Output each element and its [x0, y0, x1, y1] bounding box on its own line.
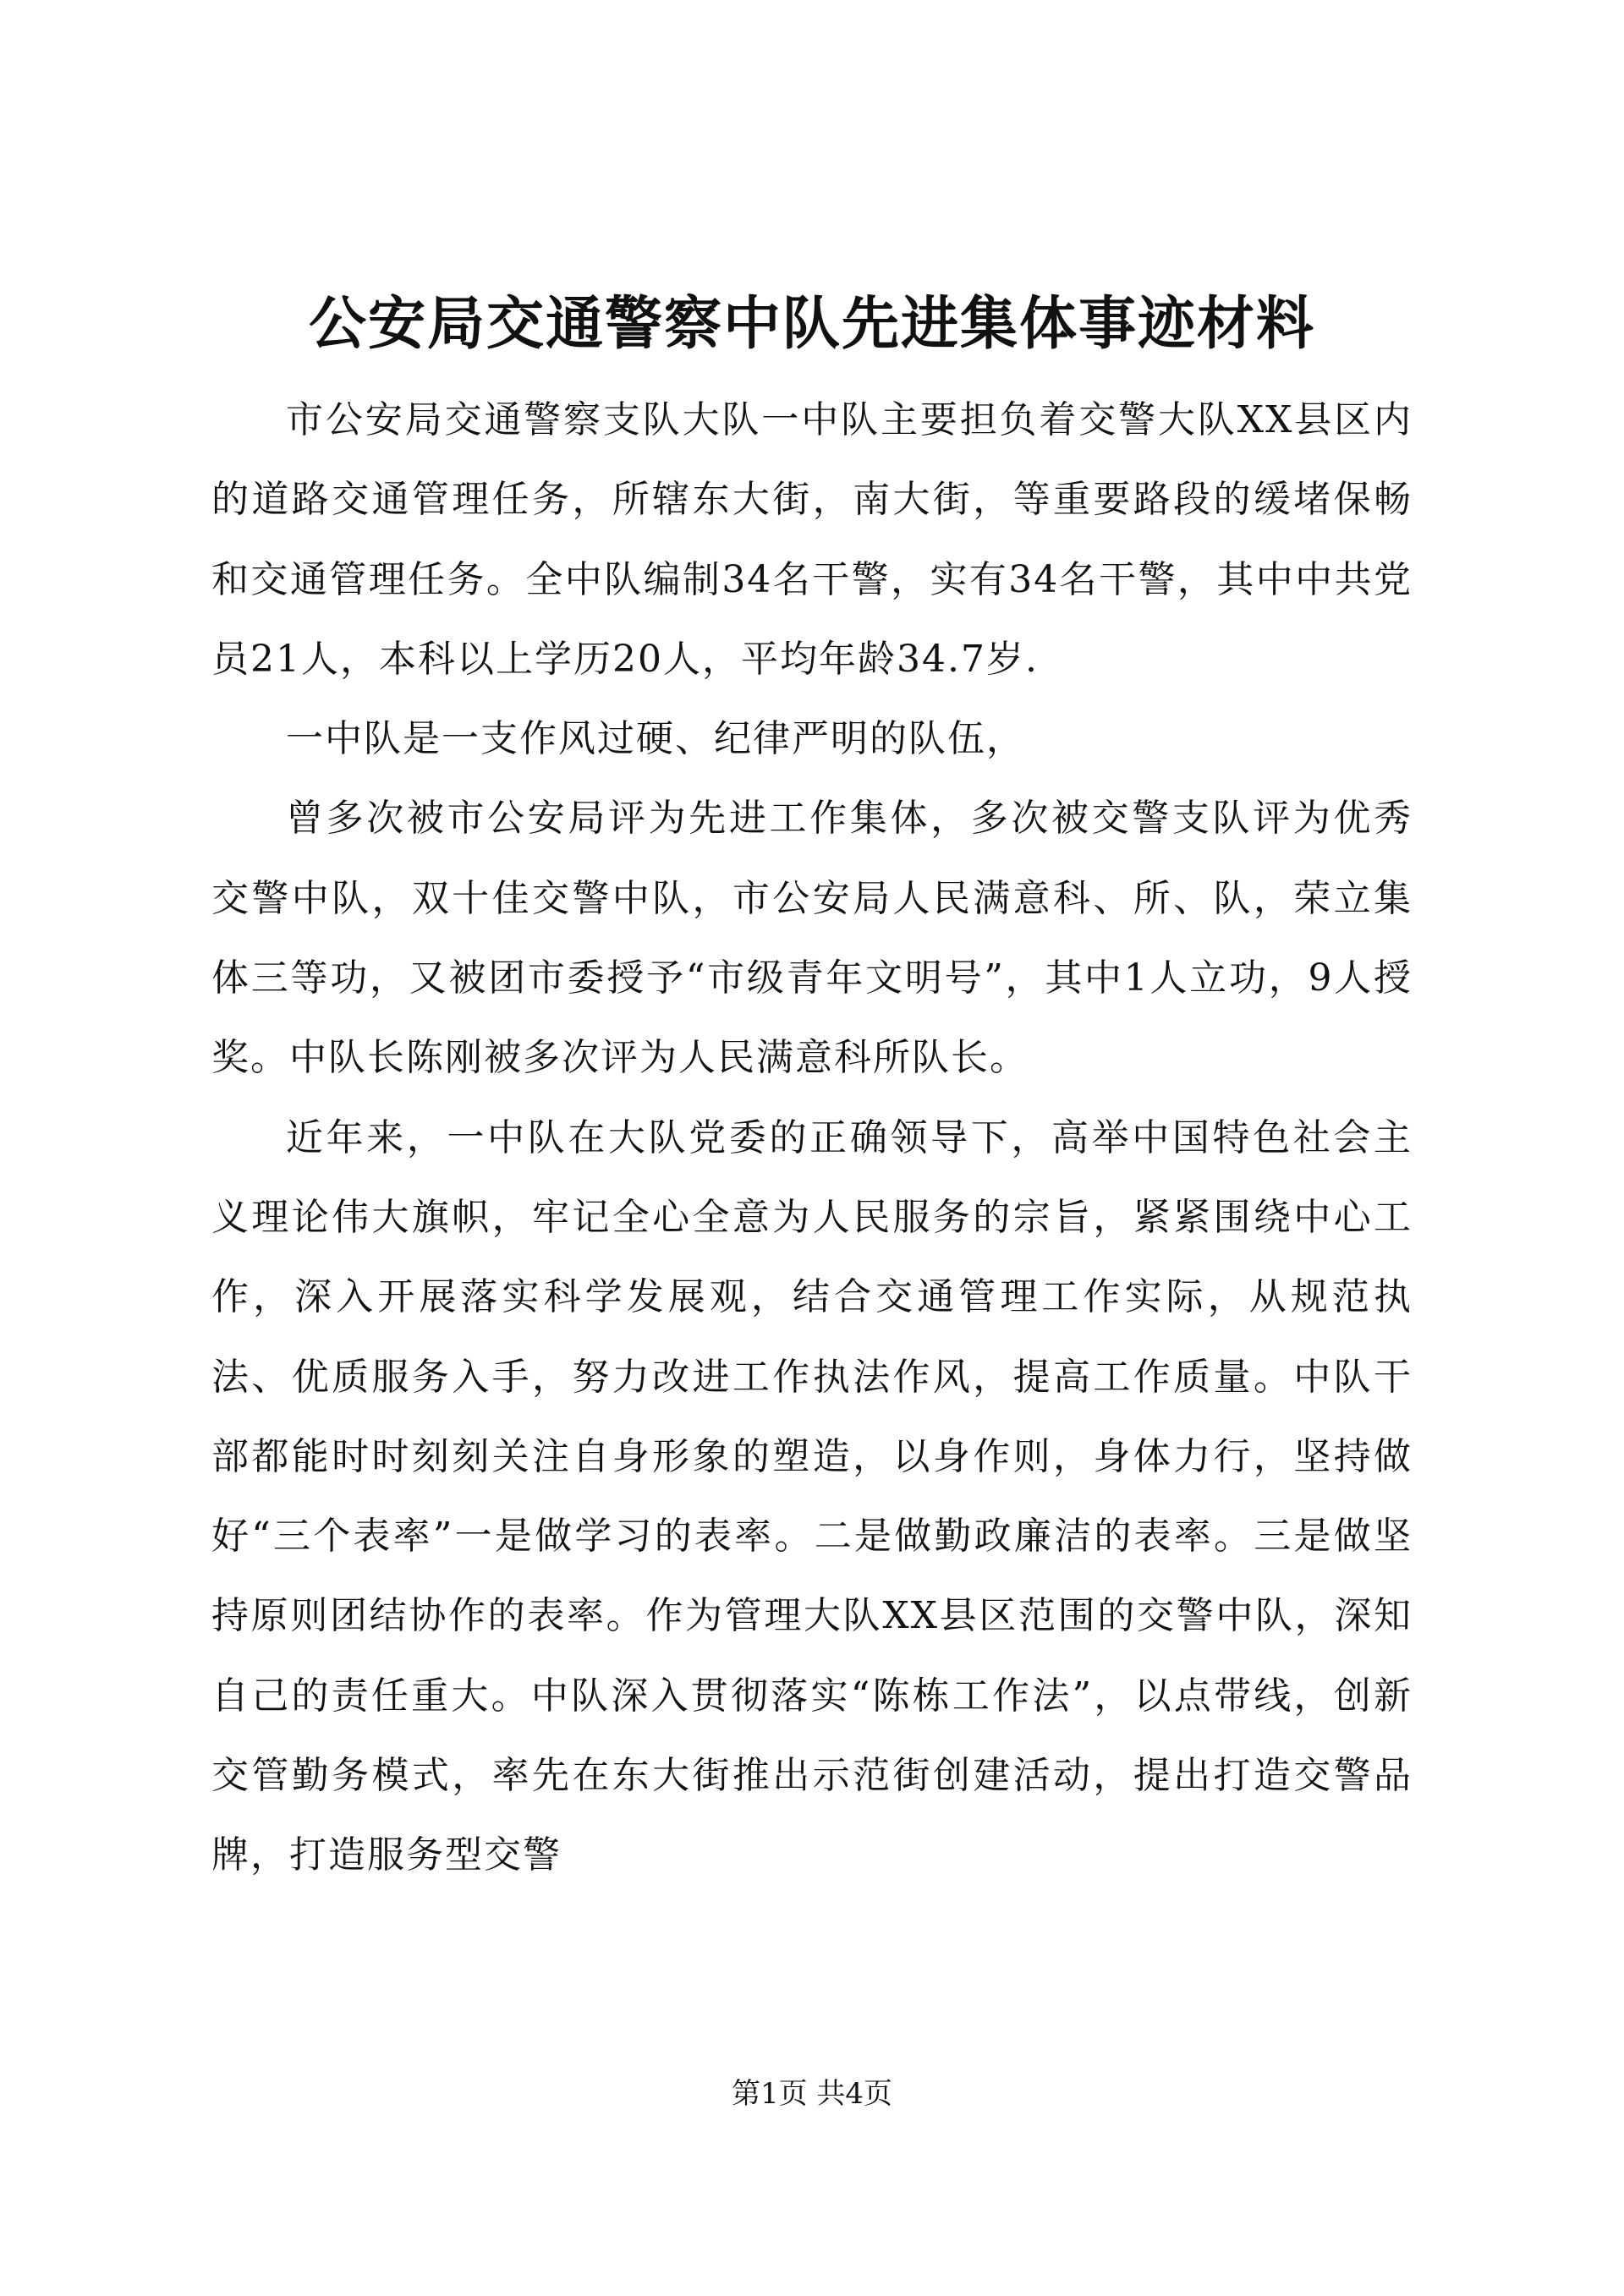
- paragraph-team-style: 一中队是一支作风过硬、纪律严明的队伍，: [286, 717, 1025, 761]
- paragraph-recent-work: 近年来，一中队在大队党委的正确领导下，高举中国特色社会主义理论伟大旗帜，牢记全心全意为人民服务的宗旨，紧紧围绕中心工作，深入开展落实科学发展观，结合交通管理工作实际，从规范执法、优质服务入手，努力改进工作执法作风，提高工作质量。中队干部都能时时刻刻关注自身形象的塑造，以身作则，身体力行，坚持做好“三个表率”一是做学习的表率。二是做勤政廉洁的表率。三是做坚持原则团结协作的表率。作为管理大队XX县区范围的交警中队，深知自己的责任重大。中队深入贯彻落实“陈栋工作法”，以点带线，创新交管勤务模式，率先在东大街推出示范街创建活动，提出打造交警品牌，打造服务型交警: [211, 1115, 1413, 1877]
- document-title: 公安局交通警察中队先进集体事迹材料: [308, 290, 1315, 358]
- page-footer: 第1页 共4页: [731, 2077, 893, 2111]
- paragraph-honors: 曾多次被市公安局评为先进工作集体，多次被交警支队评为优秀交警中队，双十佳交警中队，市公安局人民满意科、所、队，荣立集体三等功，又被团市委授予“市级青年文明号”，其中1人立功，9人授奖。中队长陈刚被多次评为人民满意科所队长。: [211, 797, 1413, 1080]
- document-body: [211, 381, 1413, 1896]
- paragraph-intro: 市公安局交通警察支队大队一中队主要担负着交警大队XX县区内的道路交通管理任务，所辖东大街，南大街，等重要路段的缓堵保畅和交通管理任务。全中队编制34名干警，实有34名干警，其中中共党员21人，本科以上学历20人，平均年龄34.7岁.: [211, 398, 1413, 681]
